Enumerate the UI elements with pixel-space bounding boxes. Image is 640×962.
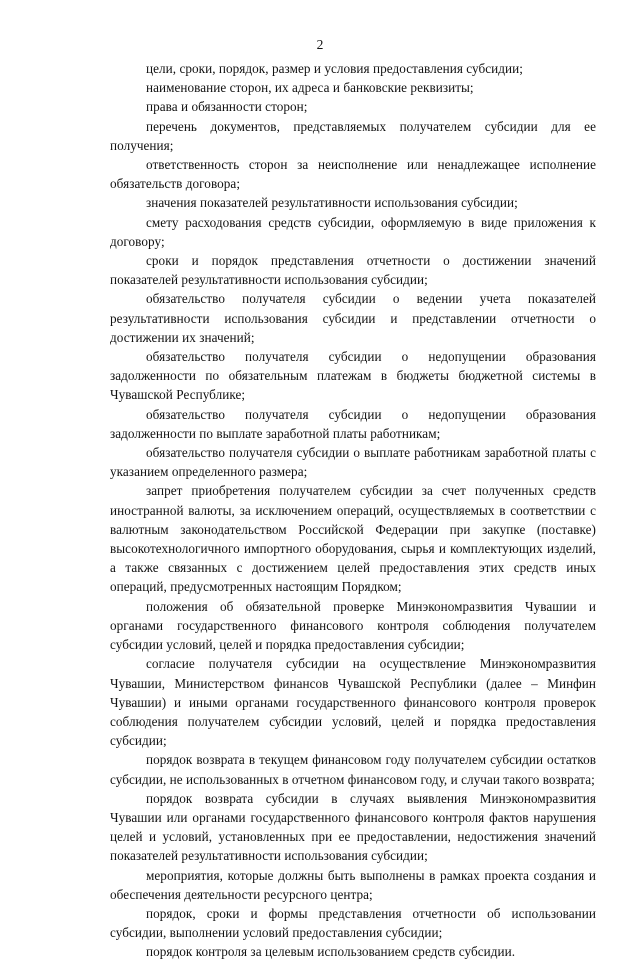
- paragraph: наименование сторон, их адреса и банковские реквизиты;: [146, 80, 474, 96]
- paragraph: согласие получателя субсидии на осуществление Минэкономразвития Чувашии, Министерством финансов Чувашской Республики (далее – Минфин Чувашии) и иными органами государственного финансового контроля проверок соблюдения получателем субсидии условий, целей и порядка предоставления субсидии;: [110, 656, 596, 749]
- paragraph: обязательство получателя субсидии о выплате работникам заработной платы с указанием определенного размера;: [110, 445, 596, 480]
- page-number: 2: [316, 37, 324, 52]
- paragraph: перечень документов, представляемых получателем субсидии для ее получения;: [110, 118, 596, 153]
- paragraph: смету расходования средств субсидии, оформляемую в виде приложения к договору;: [110, 214, 596, 249]
- document-body: [110, 59, 596, 962]
- paragraph: порядок, сроки и формы представления отчетности об использовании субсидии, выполнении условий предоставления субсидии;: [110, 905, 596, 941]
- paragraph: порядок возврата субсидии в случаях выявления Минэкономразвития Чувашии или органами государственного финансового контроля фактов нарушения целей и условий, установленных при ее предоставлении, недостижения значений показателей результативности использования субсидии;: [110, 790, 596, 864]
- paragraph: обязательство получателя субсидии о ведении учета показателей результативности использования субсидии и представлении отчетности о достижении их значений;: [110, 291, 596, 345]
- paragraph: порядок контроля за целевым использованием средств субсидии.: [146, 944, 516, 960]
- paragraph: обязательство получателя субсидии о недопущении образования задолженности по обязательным платежам в бюджеты бюджетной системы в Чувашской Республике;: [110, 349, 596, 403]
- paragraph: порядок возврата в текущем финансовом году получателем субсидии остатков субсидии, не использованных в отчетном финансовом году, и случаи такого возврата;: [110, 752, 596, 787]
- paragraph: права и обязанности сторон;: [146, 99, 308, 115]
- paragraph: обязательство получателя субсидии о недопущении образования задолженности по выплате заработной платы работникам;: [110, 406, 596, 441]
- paragraph: ответственность сторон за неисполнение или ненадлежащее исполнение обязательств договора;: [110, 157, 596, 192]
- paragraph: цели, сроки, порядок, размер и условия предоставления субсидии;: [146, 61, 523, 76]
- paragraph: мероприятия, которые должны быть выполнены в рамках проекта создания и обеспечения деятельности ресурсного центра;: [110, 867, 596, 902]
- paragraph: положения об обязательной проверке Минэкономразвития Чувашии и органами государственного финансового контроля соблюдения получателем субсидии условий, целей и порядка предоставления субсидии;: [110, 598, 596, 653]
- paragraph: запрет приобретения получателем субсидии за счет полученных средств иностранной валюты, за исключением операций, осуществляемых в соответствии с валютным законодательством Российской Федерации при закупке (поставке) высокотехнологичного импортного оборудования, сырья и комплектующих изделий, а также связанных с достижением целей предоставления этих средств иных операций, предусмотренных настоящим Порядком;: [110, 483, 596, 595]
- paragraph: сроки и порядок представления отчетности о достижении значений показателей результативности использования субсидии;: [110, 253, 596, 288]
- paragraph: значения показателей результативности использования субсидии;: [146, 195, 518, 211]
